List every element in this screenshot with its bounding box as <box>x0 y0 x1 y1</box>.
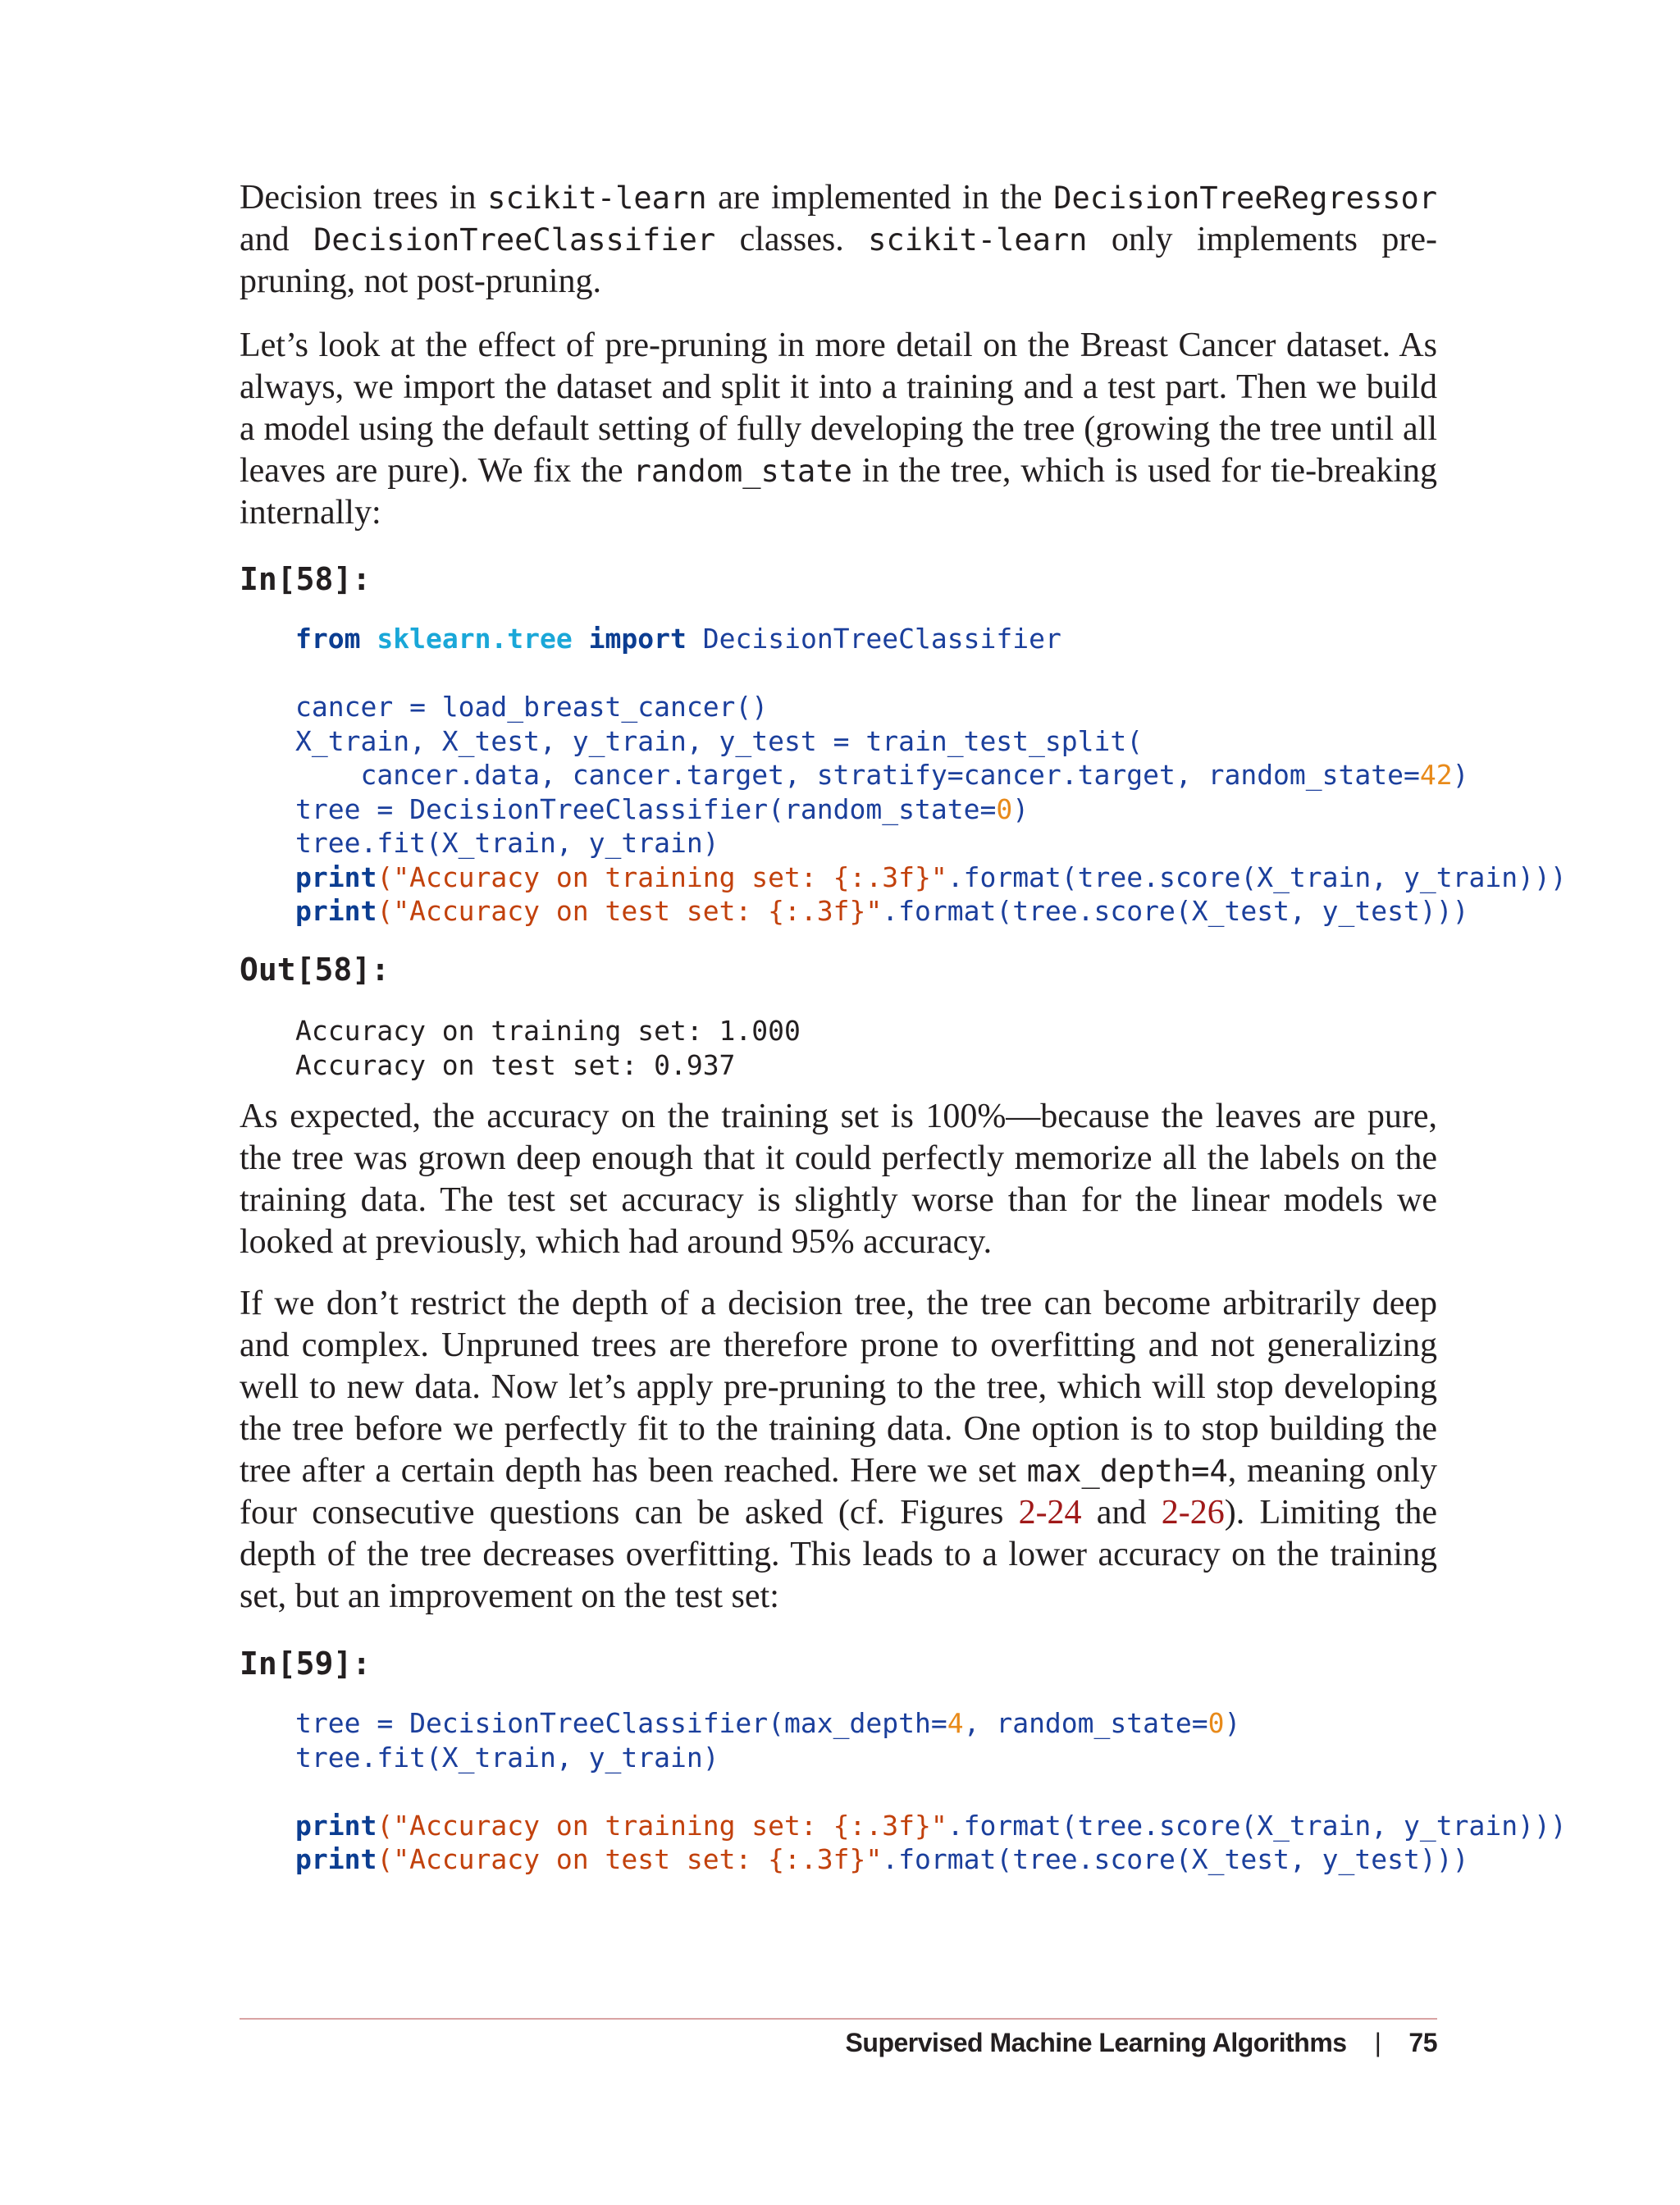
code-module: sklearn.tree <box>377 623 573 655</box>
code-keyword: import <box>588 623 687 655</box>
input-cell-label: In[58]: <box>240 561 372 597</box>
text: , meaning only four consecutive questions can be asked (cf. Figures <box>240 1452 1437 1532</box>
output-block-out58 <box>295 1014 801 1082</box>
text: Let’s look at the effect of pre-pruning in more detail on the Breast Cancer dataset. As always, we import the dataset and split it into a training and a test part. Then we build a model using the default setting of fully developing the tree (growing the tree until all leaves are pure). We fix the <box>240 326 1437 490</box>
code-text: .format(tree.score(X_test, y_test))) <box>882 895 1469 927</box>
footer-divider <box>240 2018 1437 2020</box>
text: ). Limiting the depth of the tree decreases overfitting. This leads to a lower accuracy on the training set, but an improvement on the test set: <box>240 1494 1437 1615</box>
figure-link[interactable]: 2-24 <box>1018 1494 1082 1532</box>
paragraph-intro <box>240 177 1437 303</box>
inline-code: DecisionTreeRegressor <box>1053 180 1437 216</box>
code-text: ) <box>1224 1707 1241 1739</box>
text: only implements pre-pruning, not post-pruning. <box>240 221 1437 300</box>
page-number: 75 <box>1408 2028 1437 2057</box>
code-text: tree = DecisionTreeClassifier(max_depth= <box>295 1707 947 1739</box>
inline-code: random_state <box>632 454 852 489</box>
inline-code: scikit-learn <box>868 222 1088 258</box>
section-title: Supervised Machine Learning Algorithms <box>845 2028 1347 2057</box>
text: Decision trees in <box>240 179 488 217</box>
inline-code: DecisionTreeClassifier <box>313 222 716 258</box>
code-block-in58 <box>295 622 1567 929</box>
text: If we don’t restrict the depth of a decision tree, the tree can become arbitrarily deep and complex. Unpruned trees are therefore prone to overfitting and not generalizing well to new data. Now let’s apply pre-pruning to the tree, which will stop developing the tree before we perfectly fit to the training data. One option is to stop building the tree after a certain depth has been reached. Here we set <box>240 1285 1437 1490</box>
code-string: ("Accuracy on training set: {:.3f}" <box>377 1809 947 1842</box>
code-line: X_train, X_test, y_train, y_test = train_test_split( <box>295 724 1144 757</box>
code-number: 0 <box>996 792 1013 825</box>
code-block-in59 <box>295 1706 1567 1877</box>
code-text: cancer.data, cancer.target, stratify=cancer.target, random_state= <box>295 759 1420 791</box>
code-keyword: from <box>295 623 361 655</box>
input-cell-label: In[59]: <box>240 1646 372 1682</box>
code-text: .format(tree.score(X_test, y_test))) <box>882 1843 1469 1875</box>
code-text: .format(tree.score(X_train, y_train))) <box>947 1809 1567 1842</box>
code-number: 0 <box>1208 1707 1225 1739</box>
code-line: tree.fit(X_train, y_train) <box>295 827 719 859</box>
code-string: ("Accuracy on test set: {:.3f}" <box>377 895 883 927</box>
text: in the tree, which is used for tie-breaking internally: <box>240 452 1437 532</box>
output-cell-label: Out[58]: <box>240 952 390 988</box>
code-number: 42 <box>1419 759 1453 791</box>
code-text: ) <box>1452 759 1469 791</box>
text: are implemented in the <box>706 179 1054 217</box>
code-text: , random_state= <box>963 1707 1208 1739</box>
code-keyword: print <box>295 1809 377 1842</box>
output-line: Accuracy on training set: 1.000 <box>295 1015 801 1047</box>
code-keyword: print <box>295 1843 377 1875</box>
code-text: ) <box>1012 792 1029 825</box>
code-string: ("Accuracy on training set: {:.3f}" <box>377 861 947 893</box>
figure-link[interactable]: 2-26 <box>1161 1494 1225 1532</box>
paragraph-pre-pruning <box>240 325 1437 534</box>
page-footer <box>846 2028 1437 2058</box>
text: classes. <box>715 221 869 258</box>
code-line: cancer = load_breast_cancer() <box>295 691 769 723</box>
paragraph-results: As expected, the accuracy on the training set is 100%—because the leaves are pure, the tree was grown deep enough that it could perfectly memorize all the labels on the training data. The test set accuracy is slightly worse than for the linear models we looked at previously, which had around 95% accuracy. <box>240 1098 1437 1261</box>
code-text: tree = DecisionTreeClassifier(random_state= <box>295 792 997 825</box>
code-keyword: print <box>295 895 377 927</box>
footer-separator: | <box>1374 2028 1381 2057</box>
code-keyword: print <box>295 861 377 893</box>
text: and <box>240 221 314 258</box>
output-line: Accuracy on test set: 0.937 <box>295 1048 736 1081</box>
inline-code: scikit-learn <box>487 180 707 216</box>
text: and <box>1081 1494 1162 1532</box>
code-string: ("Accuracy on test set: {:.3f}" <box>377 1843 883 1875</box>
code-text: .format(tree.score(X_train, y_train))) <box>947 861 1567 893</box>
inline-code: max_depth=4 <box>1026 1454 1228 1489</box>
code-line: tree.fit(X_train, y_train) <box>295 1741 719 1774</box>
paragraph-max-depth <box>240 1283 1437 1618</box>
code-number: 4 <box>947 1707 964 1739</box>
code-text: DecisionTreeClassifier <box>702 623 1061 655</box>
